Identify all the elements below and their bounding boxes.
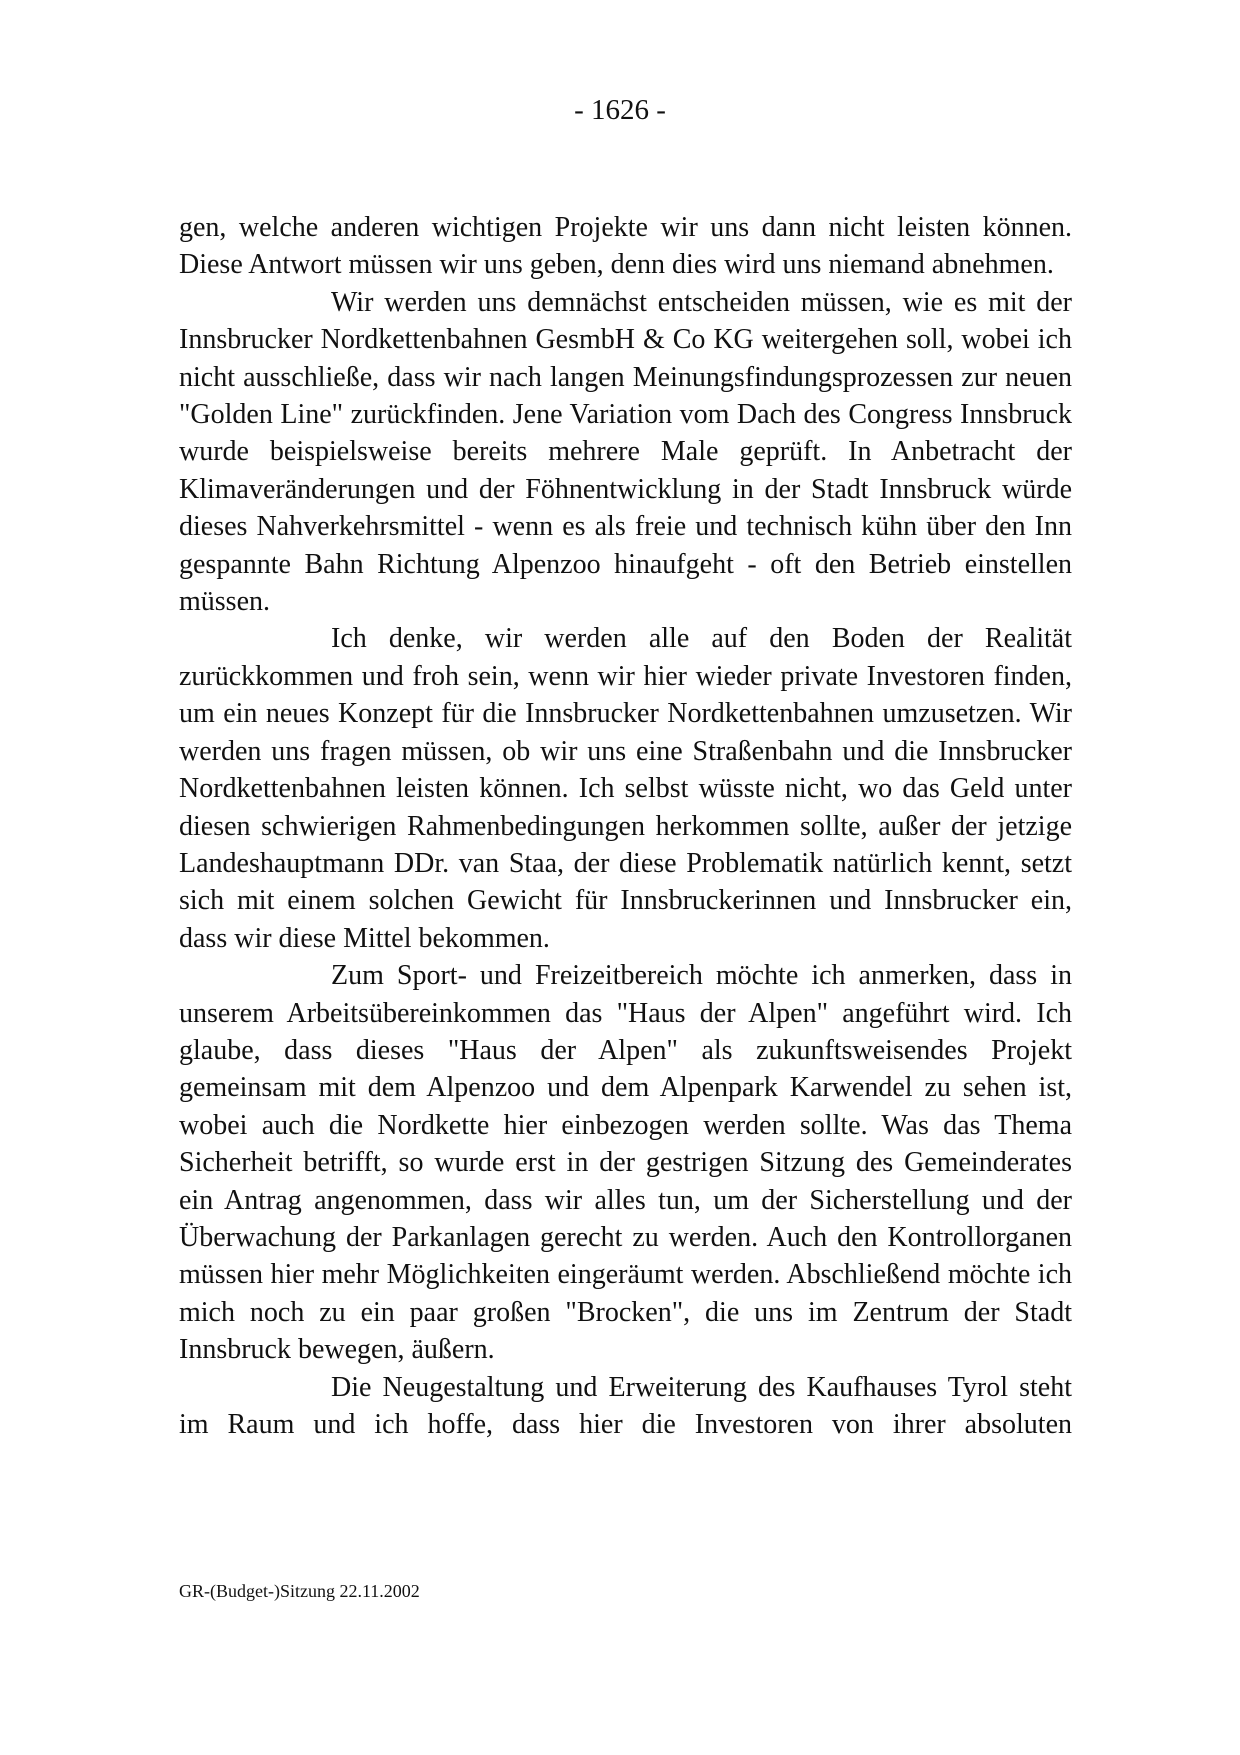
paragraph-sport-freizeit: Zum Sport- und Freizeitbereich möchte ich anmerken, dass in unserem Arbeitsübereinkommen das "Haus der Alpen" angeführt wird. Ich glaube, dass dieses "Haus der Alpen" als zukunftsweisendes Projekt gemeinsam mit dem Alpenzoo und dem Alpenpark Karwendel zu sehen ist, wobei auch die Nordkette hier einbezogen werden sollte. Was das Thema Sicherheit betrifft, so wurde erst in der gestrigen Sitzung des Gemeinderates ein Antrag angenommen, dass wir alles tun, um der Sicherstellung und der Überwachung der Parkanlagen gerecht zu werden. Auch den Kontrollorganen müssen hier mehr Möglichkeiten eingeräumt werden. Abschließend möchte ich mich noch zu ein paar großen "Brocken", die uns im Zentrum der Stadt Innsbruck bewegen, äußern. xyxy=(179,960,1072,1366)
footer-session-label: GR-(Budget-)Sitzung 22.11.2002 xyxy=(179,1581,420,1601)
page-number: - 1626 - xyxy=(574,94,666,126)
paragraph-continuation: gen, welche anderen wichtigen Projekte wir uns dann nicht leisten können. Diese Antwort müssen wir uns geben, denn dies wird uns niemand abnehmen. xyxy=(179,212,1072,281)
paragraph-investoren: Ich denke, wir werden alle auf den Boden der Realität zurückkommen und froh sein, wenn wir hier wieder private Investoren finden, um ein neues Konzept für die Innsbrucker Nordkettenbahnen umzusetzen. Wir werden uns fragen müssen, ob wir uns eine Straßenbahn und die Innsbrucker Nordkettenbahnen leisten können. Ich selbst wüsste nicht, wo das Geld unter diesen schwierigen Rahmenbedingungen herkommen sollte, außer der jetzige Landeshauptmann DDr. van Staa, der diese Problematik natürlich kennt, setzt sich mit einem solchen Gewicht für Innsbruckerinnen und Innsbrucker ein, dass wir diese Mittel bekommen. xyxy=(179,623,1072,954)
paragraph-kaufhaus-tyrol: Die Neugestaltung und Erweiterung des Kaufhauses Tyrol steht im Raum und ich hoffe, dass hier die Investoren von ihrer absoluten xyxy=(179,1371,1072,1440)
body-text xyxy=(179,209,1072,1443)
paragraph-nordkettenbahnen: Wir werden uns demnächst entscheiden müssen, wie es mit der Innsbrucker Nordkettenbahnen GesmbH & Co KG weitergehen soll, wobei ich nicht ausschließe, dass wir nach langen Meinungsfindungsprozessen zur neuen "Golden Line" zurückfinden. Jene Variation vom Dach des Congress Innsbruck wurde beispielsweise bereits mehrere Male geprüft. In Anbetracht der Klimaveränderungen und der Föhnentwicklung in der Stadt Innsbruck würde dieses Nahverkehrsmittel - wenn es als freie und technisch kühn über den Inn gespannte Bahn Richtung Alpenzoo hinaufgeht - oft den Betrieb einstellen müssen. xyxy=(179,286,1072,618)
